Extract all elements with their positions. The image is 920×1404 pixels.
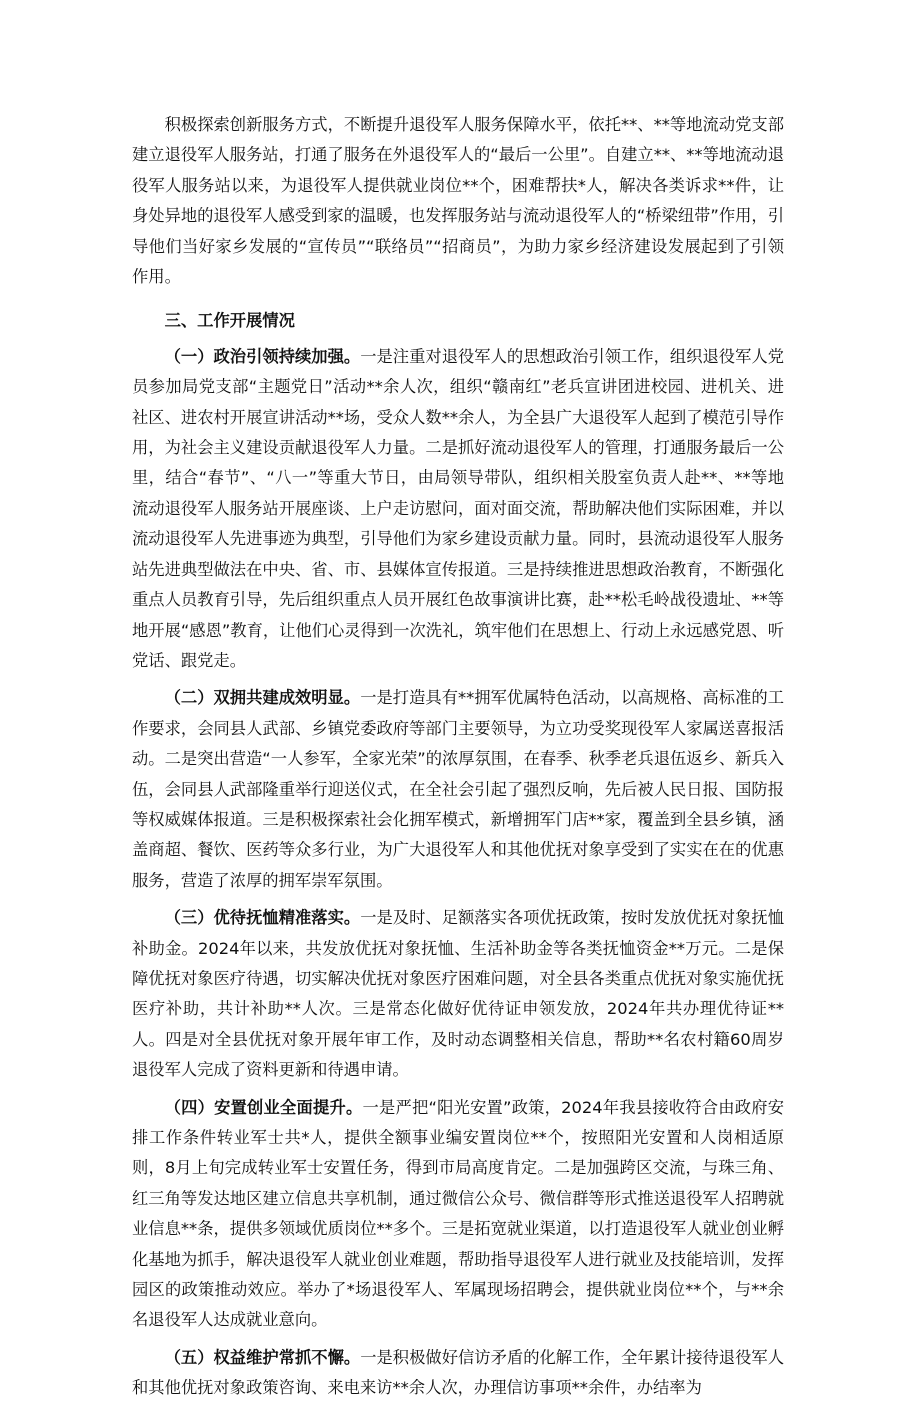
- section-paragraph-politics: [132, 342, 784, 676]
- section-paragraph-rights: [132, 1343, 784, 1404]
- section-body: 一是打造具有**拥军优属特色活动，以高规格、高标准的工作要求，会同县人武部、乡镇党委政府等部门主要领导，为立功受奖现役军人家属送喜报活动。二是突出营造“一人参军，全家光荣”的浓厚氛围，在春季、秋季老兵退伍返乡、新兵入伍，会同县人武部隆重举行迎送仪式，在全社会引起了强烈反响，先后被人民日报、国防报等权威媒体报道。三是积极探索社会化拥军模式，新增拥军门店**家，覆盖到全县乡镇，涵盖商超、餐饮、医药等众多行业，为广大退役军人和其他优抚对象享受到了实实在在的优惠服务，营造了浓厚的拥军崇军氛围。: [132, 688, 784, 890]
- document-page: [132, 110, 784, 1404]
- section-paragraph-support: [132, 683, 784, 896]
- section-heading: 三、工作开展情况: [164, 311, 295, 331]
- intro-paragraph: 积极探索创新服务方式，不断提升退役军人服务保障水平，依托**、**等地流动党支部建立退役军人服务站，打通了服务在外退役军人的“最后一公里”。自建立**、**等地流动退役军人服务站以来，为退役军人提供就业岗位**个，困难帮扶*人，解决各类诉求**件，让身处异地的退役军人感受到家的温暖，也发挥服务站与流动退役军人的“桥梁纽带”作用，引导他们当好家乡发展的“宣传员”“联络员”“招商员”，为助力家乡经济建设发展起到了引领作用。: [132, 115, 784, 287]
- section-paragraph-placement: [132, 1093, 784, 1336]
- section-body: 一是积极做好信访矛盾的化解工作，全年累计接待退役军人和其他优抚对象政策咨询、来电来访**余人次，办理信访事项**余件，办结率为: [132, 1347, 784, 1398]
- section-body: 一是注重对退役军人的思想政治引领工作，组织退役军人党员参加局党支部“主题党日”活动**余人次，组织“赣南红”老兵宣讲团进校园、进机关、进社区、进农村开展宣讲活动**场，受众人数**余人，为全县广大退役军人起到了模范引导作用，为社会主义建设贡献退役军人力量。二是抓好流动退役军人的管理，打通服务最后一公里，结合“春节”、“八一”等重大节日，由局领导带队，组织相关股室负责人赴**、**等地流动退役军人服务站开展座谈、上户走访慰问，面对面交流，帮助解决他们实际困难，并以流动退役军人先进事迹为典型，引导他们为家乡建设贡献力量。同时，县流动退役军人服务站先进典型做法在中央、省、市、县媒体宣传报道。三是持续推进思想政治教育，不断强化重点人员教育引导，先后组织重点人员开展红色故事演讲比赛，赴**松毛岭战役遗址、**等地开展“感恩”教育，让他们心灵得到一次洗礼，筑牢他们在思想上、行动上永远感党恩、听党话、跟党走。: [132, 346, 784, 670]
- section-lead: （二）双拥共建成效明显。: [164, 688, 361, 708]
- section-body: 一是严把“阳光安置”政策，2024年我县接收符合由政府安排工作条件转业军士共*人，提供全额事业编安置岗位**个，按照阳光安置和人岗相适原则，8月上旬完成转业军士安置任务，得到市局高度肯定。二是加强跨区交流，与珠三角、红三角等发达地区建立信息共享机制，通过微信公众号、微信群等形式推送退役军人招聘就业信息**条，提供多领域优质岗位**多个。三是拓宽就业渠道，以打造退役军人就业创业孵化基地为抓手，解决退役军人就业创业难题，帮助指导退役军人进行就业及技能培训，发挥园区的政策推动效应。举办了*场退役军人、军属现场招聘会，提供就业岗位**个，与**余名退役军人达成就业意向。: [132, 1097, 784, 1330]
- section-lead: （五）权益维护常抓不懈。: [164, 1347, 361, 1367]
- section-paragraph-pension: [132, 903, 784, 1085]
- section-body: 一是及时、足额落实各项优抚政策，按时发放优抚对象抚恤补助金。2024年以来，共发放优抚对象抚恤、生活补助金等各类抚恤资金**万元。二是保障优抚对象医疗待遇，切实解决优抚对象医疗困难问题，对全县各类重点优抚对象实施优抚医疗补助，共计补助**人次。三是常态化做好优待证申领发放，2024年共办理优待证**人。四是对全县优抚对象开展年审工作，及时动态调整相关信息，帮助**名农村籍60周岁退役军人完成了资料更新和待遇申请。: [132, 908, 784, 1080]
- section-lead: （四）安置创业全面提升。: [164, 1097, 363, 1117]
- section-lead: （一）政治引领持续加强。: [164, 346, 361, 366]
- section-lead: （三）优待抚恤精准落实。: [164, 908, 361, 928]
